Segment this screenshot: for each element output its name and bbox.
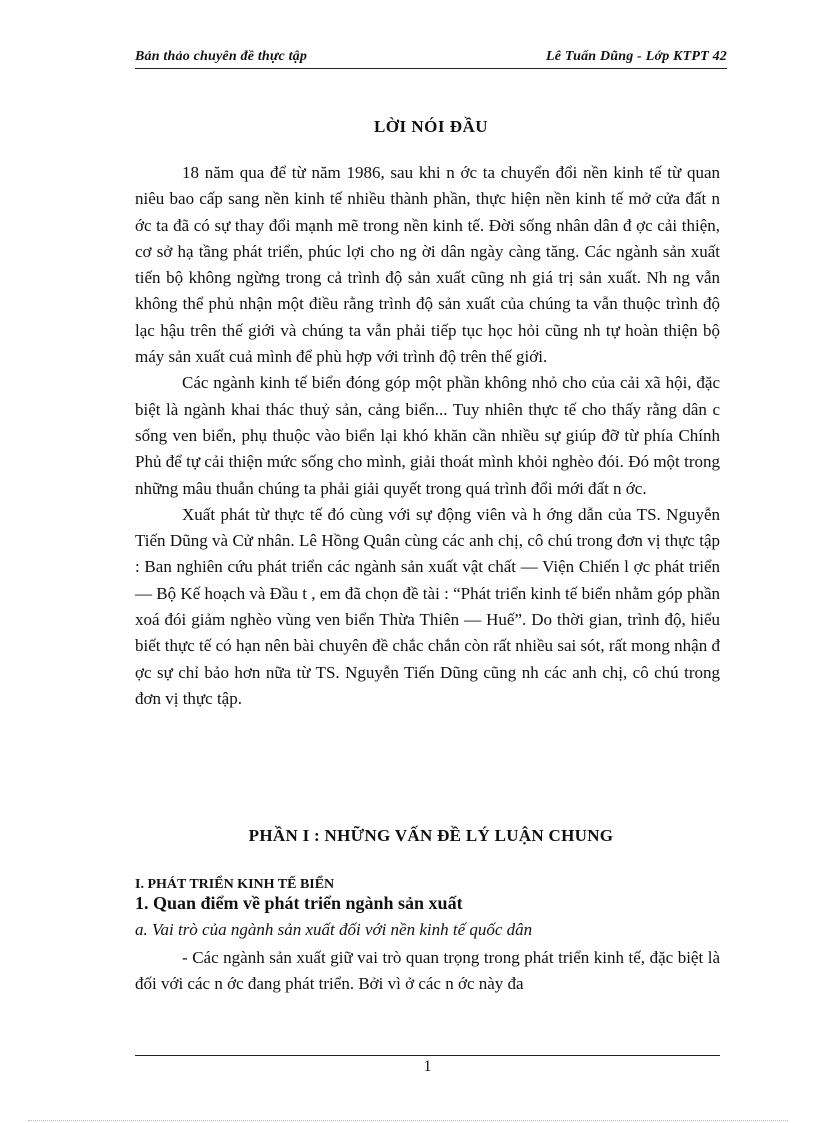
- page-header: [135, 46, 727, 69]
- paragraph-1: 18 năm qua để từ năm 1986, sau khi n ớc ta chuyển đổi nền kinh tế từ quan niêu bao cấp sang nền kinh tế nhiều thành phần, thực hiện nền kinh tế mở cửa đất n ớc ta đã có sự thay đổi mạnh mẽ trong nền kinh tế. Đời sống nhân dân đ ợc cải thiện, cơ sở hạ tầng phát triển, phúc lợi cho ng ời dân ngày càng tăng. Các ngành sản xuất tiến bộ không ngừng trong cả trình độ sản xuất cũng nh giá trị sản xuất. Nh ng vẫn không thể phủ nhận một điều rằng trình độ sản xuất của chúng ta vẫn thuộc trình độ lạc hậu trên thế giới và chúng ta vẫn phải tiếp tục học hỏi cũng nh tự hoàn thiện bộ máy sản xuất cuả mình để phù hợp với trình độ trên thế giới.: [135, 163, 720, 367]
- page-number: 1: [423, 1058, 432, 1075]
- sub-heading: I. PHÁT TRIỂN KINH TẾ BIỂN: [135, 877, 335, 892]
- section-body: [135, 945, 720, 998]
- preface-body: [135, 160, 720, 712]
- heading-level-1: 1. Quan điểm về phát triển ngành sản xuất: [135, 893, 463, 913]
- footer-divider: [135, 1055, 720, 1056]
- page-bottom-dotted-border: [28, 1120, 788, 1121]
- page-title: LỜI NÓI ĐẦU: [373, 117, 489, 136]
- section-title: PHẦN I : NHỮNG VẤN ĐỀ LÝ LUẬN CHUNG: [248, 826, 614, 845]
- heading-level-a: a. Vai trò của ngành sản xuất đối với nền kinh tế quốc dân: [135, 920, 533, 939]
- paragraph-2: Các ngành kinh tế biển đóng góp một phần không nhỏ cho của cải xã hội, đặc biệt là ngành khai thác thuỷ sản, cảng biển... Tuy nhiên thực tế cho thấy rằng dân c sống ven biển, phụ thuộc vào biển lại khó khăn cần nhiều sự giúp đỡ từ phía Chính Phủ để tự cải thiện mức sống cho mình, giải thoát mình khỏi nghèo đói. Đó một trong những mâu thuẫn chúng ta phải giải quyết trong quá trình đổi mới đất n ớc.: [135, 373, 720, 498]
- paragraph-last: - Các ngành sản xuất giữ vai trò quan trọng trong phát triển kinh tế, đặc biệt là đối với các n ớc đang phát triển. Bởi vì ở các n ớc này đa: [135, 948, 720, 994]
- header-document-title: Bản thảo chuyên đề thực tập: [135, 49, 308, 64]
- header-author-class: Lê Tuấn Dũng - Lớp KTPT 42: [546, 49, 727, 64]
- paragraph-3: Xuất phát từ thực tế đó cùng với sự động viên và h ớng dẫn của TS. Nguyễn Tiến Dũng và Cử nhân. Lê Hồng Quân cùng các anh chị, cô chú trong đơn vị thực tập : Ban nghiên cứu phát triển các ngành sản xuất vật chất — Viện Chiến l ợc phát triển — Bộ Kế hoạch và Đầu t , em đã chọn đề tài : “Phát triển kinh tế biển nhằm góp phần xoá đói giảm nghèo vùng ven biển Thừa Thiên — Huế”. Do thời gian, trình độ, hiểu biết thực tế có hạn nên bài chuyên đề chắc chắn còn rất nhiều sai sót, rất mong nhận đ ợc sự chỉ bảo hơn nữa từ TS. Nguyễn Tiến Dũng cũng nh các anh chị, cô chú trong đơn vị thực tập.: [135, 504, 720, 708]
